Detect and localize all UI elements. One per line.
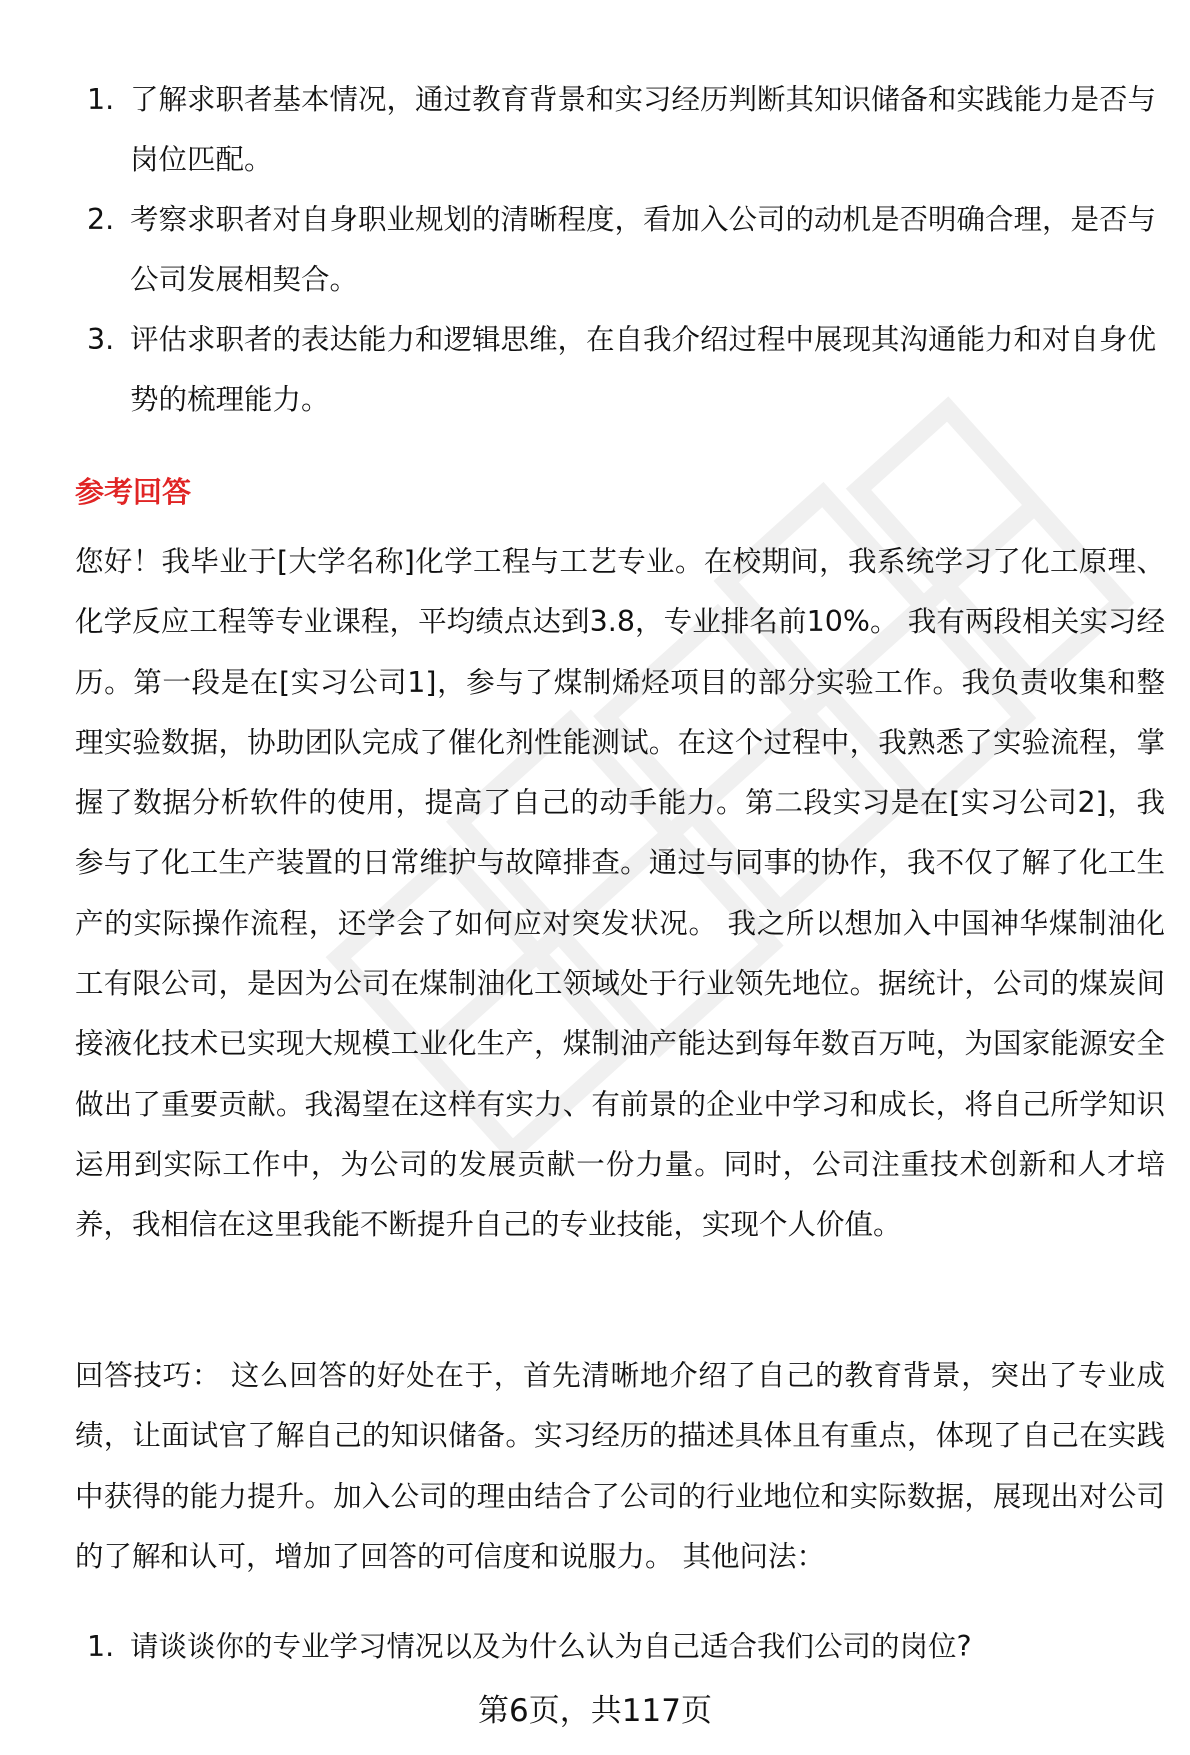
list-item [87,310,1167,430]
list-number: 2. [87,203,115,236]
list-text: 考察求职者对自身职业规划的清晰程度，看加入公司的动机是否明确合理，是否与公司发展相契合。 [130,203,1157,296]
page-number-footer: 第6页，共117页 [478,1693,712,1729]
objectives-list [87,70,1167,430]
list-item [87,70,1167,190]
list-number: 3. [87,323,115,356]
list-item [87,1617,1167,1677]
answer-tips-paragraph: 回答技巧： 这么回答的好处在于，首先清晰地介绍了自己的教育背景，突出了专业成绩，让面试官了解自己的知识储备。实习经历的描述具体且有重点，体现了自己在实践中获得的能力提升。加入公司的理由结合了公司的行业地位和实际数据，展现出对公司的了解和认可，增加了回答的可信度和说服力。 其他问法： [75,1359,1165,1573]
reference-answer-paragraph: 您好！我毕业于[大学名称]化学工程与工艺专业。在校期间，我系统学习了化工原理、化学反应工程等专业课程，平均绩点达到3.8，专业排名前10%。 我有两段相关实习经历。第一段是在[实习公司1]，参与了煤制烯烃项目的部分实验工作。我负责收集和整理实验数据，协助团队完成了催化剂性能测试。在这个过程中，我熟悉了实验流程，掌握了数据分析软件的使用，提高了自己的动手能力。第二段实习是在[实习公司2]，我参与了化工生产装置的日常维护与故障排查。通过与同事的协作，我不仅了解了化工生产的实际操作流程，还学会了如何应对突发状况。 我之所以想加入中国神华煤制油化工有限公司，是因为公司在煤制油化工领域处于行业领先地位。据统计，公司的煤炭间接液化技术已实现大规模工业化生产，煤制油产能达到每年数百万吨，为国家能源安全做出了重要贡献。我渴望在这样有实力、有前景的企业中学习和成长，将自己所学知识运用到实际工作中，为公司的发展贡献一份力量。同时，公司注重技术创新和人才培养，我相信在这里我能不断提升自己的专业技能，实现个人价值。 [75,545,1165,1242]
list-text: 请谈谈你的专业学习情况以及为什么认为自己适合我们公司的岗位? [130,1630,972,1663]
alternative-questions-list [87,1617,1167,1677]
list-text: 了解求职者基本情况，通过教育背景和实习经历判断其知识储备和实践能力是否与岗位匹配。 [130,83,1157,176]
list-item [87,190,1167,310]
list-number: 1. [87,83,115,116]
list-number: 1. [87,1630,115,1663]
reference-answer-heading: 参考回答 [75,475,192,509]
list-text: 评估求职者的表达能力和逻辑思维，在自我介绍过程中展现其沟通能力和对自身优势的梳理能力。 [130,323,1157,416]
